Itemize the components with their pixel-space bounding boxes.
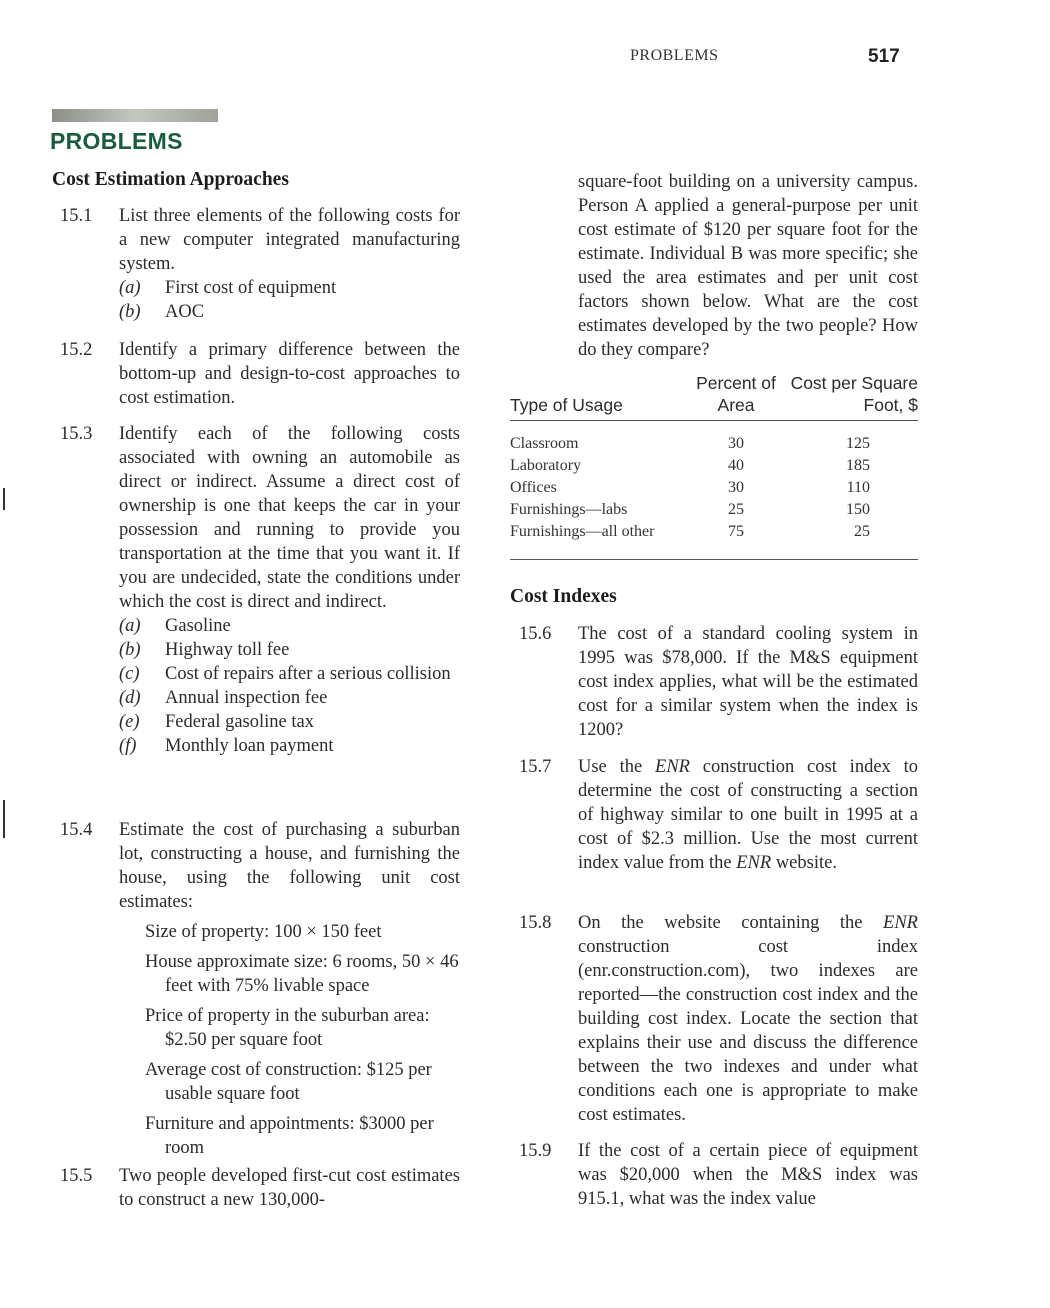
- sub-question: [119, 710, 460, 734]
- table-cell: 75: [694, 521, 778, 560]
- sub-question-list: [119, 276, 460, 324]
- sub-question-label: (c): [119, 664, 140, 684]
- problem-15-6: [519, 622, 918, 742]
- sub-question: [119, 276, 460, 300]
- sub-question-text: Gasoline: [165, 616, 231, 636]
- table-cell: Offices: [510, 479, 557, 496]
- problem-15-8: [519, 911, 918, 1127]
- table-row: [510, 477, 918, 499]
- problem-number: 15.5: [60, 1166, 93, 1186]
- table-header-row: [510, 372, 918, 421]
- problem-number: 15.3: [60, 424, 93, 444]
- table-cell: Classroom: [510, 435, 579, 452]
- sub-question-label: (b): [119, 640, 141, 660]
- problem-text: [578, 755, 918, 875]
- problem-15-7: [519, 755, 918, 875]
- problem-text: List three elements of the following costs for a new computer integrated manufacturing system.: [119, 206, 460, 274]
- column-header: Type of Usage: [510, 372, 694, 421]
- sub-question-text: Federal gasoline tax: [165, 712, 314, 732]
- text-run: construction cost index to determine the cost of constructing a section of highway similar to one built in 1995 at a cost of $2.3 million. Use the most current index value from the: [578, 757, 918, 873]
- enr-term: ENR: [883, 913, 918, 933]
- text-run: On the website containing the: [578, 913, 884, 933]
- sub-question-text: AOC: [165, 302, 205, 322]
- table-cell: 25: [778, 521, 918, 560]
- sub-question-text: Highway toll fee: [165, 640, 290, 660]
- sub-question: [119, 662, 460, 686]
- table-cell: 30: [728, 479, 744, 496]
- problem-15-1: [60, 204, 460, 324]
- section-decoration-bar: [52, 109, 218, 122]
- sub-question-label: (b): [119, 302, 141, 322]
- enr-term: ENR: [655, 757, 690, 777]
- problem-15-5-continued: [578, 170, 918, 362]
- table-cell: 30: [728, 435, 744, 452]
- sub-question-label: (e): [119, 712, 140, 732]
- problem-number: 15.4: [60, 820, 93, 840]
- table-cell: 40: [728, 457, 744, 474]
- estimate-item: Price of property in the suburban area: $2.50 per square foot: [145, 1006, 430, 1050]
- table-cell: Laboratory: [510, 457, 582, 474]
- problem-15-3: [60, 422, 460, 758]
- table-row: [510, 499, 918, 521]
- page-number: 517: [868, 46, 900, 67]
- problem-number: 15.2: [60, 340, 93, 360]
- sub-question-text: Annual inspection fee: [165, 688, 328, 708]
- table-cell: 125: [846, 435, 870, 452]
- text-run: Use the: [578, 757, 656, 777]
- problem-15-2: [60, 338, 460, 410]
- sub-question-label: (a): [119, 278, 141, 298]
- problem-number: 15.7: [519, 757, 552, 777]
- problem-number: 15.9: [519, 1141, 552, 1161]
- sub-question-text: Cost of repairs after a serious collision: [165, 664, 451, 684]
- subsection-heading-cost-indexes: Cost Indexes: [510, 586, 617, 607]
- sub-question: [119, 300, 460, 324]
- column-header: Cost per Square Foot, $: [778, 372, 918, 421]
- sub-question: [119, 614, 460, 638]
- usage-cost-table: [510, 372, 918, 560]
- sub-question-text: First cost of equipment: [165, 278, 337, 298]
- sub-question-text: Monthly loan payment: [165, 736, 334, 756]
- problem-15-4: [60, 818, 460, 1166]
- problem-number: 15.1: [60, 206, 93, 226]
- table-cell: 25: [728, 501, 744, 518]
- text-run: website.: [771, 853, 837, 873]
- problem-15-9: [519, 1139, 918, 1211]
- problem-text: If the cost of a certain piece of equipment was $20,000 when the M&S index was 915.1, what was the index value: [578, 1141, 918, 1209]
- problem-text: Identify each of the following costs associated with owning an automobile as direct or indirect. Assume a direct cost of ownership is one that keeps the car in your possession and running to provide you transportation at the time that you want it. If you are undecided, state the conditions under which the cost is direct and indirect.: [119, 424, 460, 612]
- estimate-item: Average cost of construction: $125 per usable square foot: [145, 1060, 432, 1104]
- table-cell: Furnishings—all other: [510, 521, 694, 560]
- problem-text: The cost of a standard cooling system in 1995 was $78,000. If the M&S equipment cost index applies, what will be the estimated cost for a similar system when the index is 1200?: [578, 624, 918, 740]
- problem-number: 15.8: [519, 913, 552, 933]
- section-heading: PROBLEMS: [50, 128, 183, 154]
- column-header: Percent of Area: [694, 372, 778, 421]
- problem-text: [578, 911, 918, 1127]
- table-cell: Furnishings—labs: [510, 501, 628, 518]
- problem-text: Estimate the cost of purchasing a suburban lot, constructing a house, and furnishing the house, using the following unit cost estimates:: [119, 820, 460, 912]
- sub-question-label: (f): [119, 736, 137, 756]
- table-cell: 185: [846, 457, 870, 474]
- sub-question: [119, 638, 460, 662]
- unit-cost-estimates: [145, 920, 460, 1160]
- estimate-item: Size of property: 100 × 150 feet: [145, 922, 382, 942]
- table-row: [510, 455, 918, 477]
- sub-question: [119, 686, 460, 710]
- sub-question-label: (d): [119, 688, 141, 708]
- text-run: construction cost index (enr.construction.com), two indexes are reported—the construction cost index and the building cost index. Locate the section that explains their use and discuss the difference between the two indexes and under what conditions each one is appropriate to make cost estimates.: [578, 937, 918, 1125]
- scan-edge-mark: [3, 488, 5, 510]
- sub-question-label: (a): [119, 616, 141, 636]
- sub-question: [119, 734, 460, 758]
- problem-text: Identify a primary difference between the bottom-up and design-to-cost approaches to cost estimation.: [119, 340, 460, 408]
- table-cell: 110: [846, 479, 870, 496]
- scan-edge-mark: [3, 800, 5, 838]
- estimate-item: House approximate size: 6 rooms, 50 × 46 feet with 75% livable space: [145, 952, 459, 996]
- estimate-item: Furniture and appointments: $3000 per room: [145, 1114, 434, 1158]
- problem-number: 15.6: [519, 624, 552, 644]
- table-row: [510, 521, 918, 560]
- problem-15-5: [60, 1164, 460, 1212]
- subsection-heading-cost-estimation: Cost Estimation Approaches: [52, 169, 289, 190]
- table-row: [510, 421, 918, 456]
- running-title: PROBLEMS: [630, 47, 719, 64]
- sub-question-list: [119, 614, 460, 758]
- enr-term: ENR: [736, 853, 772, 873]
- table-cell: 150: [846, 501, 870, 518]
- problem-text: square-foot building on a university campus. Person A applied a general-purpose per unit cost estimate of $120 per square foot for the estimate. Individual B was more specific; she used the area estimates and per unit cost factors shown below. What are the cost estimates developed by the two people? How do they compare?: [578, 172, 918, 360]
- problem-text: Two people developed first-cut cost estimates to construct a new 130,000-: [119, 1166, 460, 1210]
